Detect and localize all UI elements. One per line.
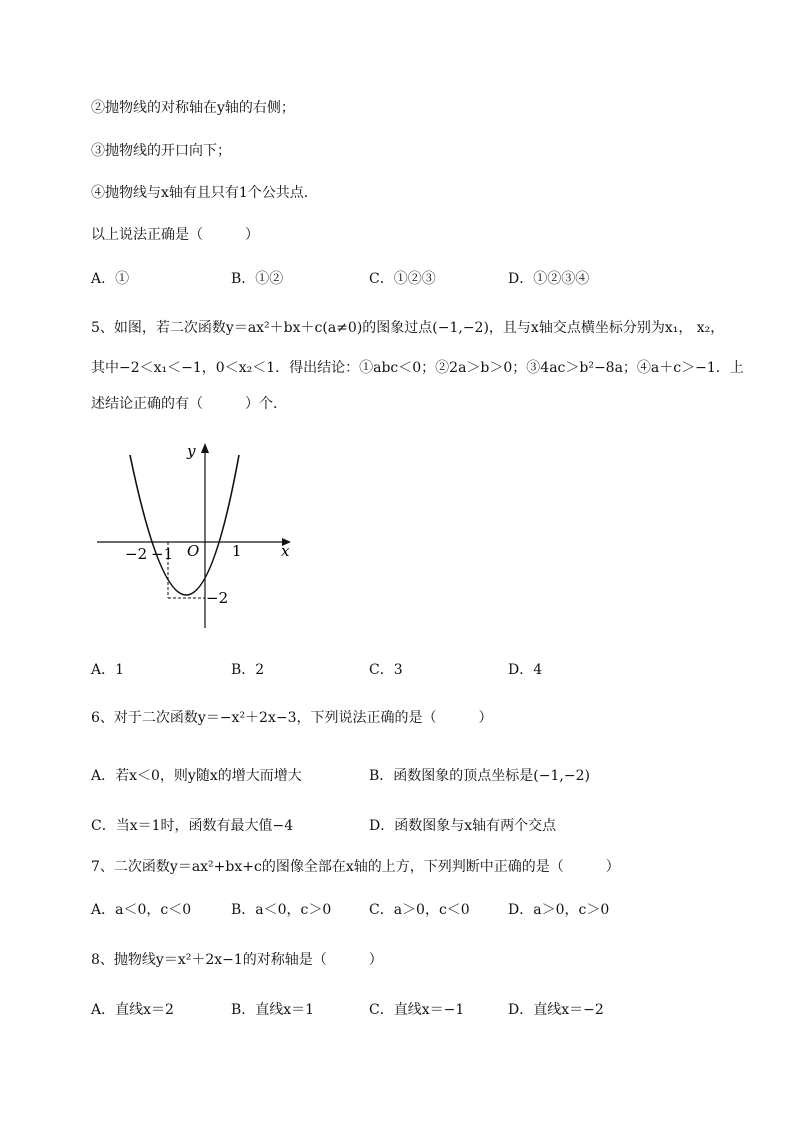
parabola-graph	[91, 435, 301, 635]
option-b[interactable]: B．①②	[231, 271, 284, 287]
option-c[interactable]: C．当x＝1时，函数有最大值−4	[91, 818, 294, 834]
previous-question-options	[91, 270, 771, 288]
q7-options	[91, 901, 771, 919]
option-a[interactable]: A．若x＜0，则y随x的增大而增大	[91, 768, 302, 784]
q8-stem: 8、抛物线y＝x²＋2x−1的对称轴是（ ）	[91, 952, 383, 968]
q5-stem-line-1: 5、如图，若二次函数y＝ax²＋bx＋c(a≠0)的图象过点(−1,−2)，且与x轴交点横坐标分别为x₁， x₂，	[91, 320, 725, 336]
option-a[interactable]: A．直线x＝2	[91, 1002, 174, 1018]
q7-stem: 7、二次函数y＝ax²+bx+c的图像全部在x轴的上方，下列判断中正确的是（ ）	[91, 859, 620, 875]
tick-label-1: 1	[232, 542, 242, 560]
y-axis-label: y	[187, 442, 196, 460]
statement-3: ③抛物线的开口向下；	[91, 143, 231, 159]
option-d[interactable]: D．4	[508, 662, 543, 678]
tick-label-neg1: −1	[151, 545, 174, 563]
x-axis-label: x	[281, 542, 290, 560]
option-c[interactable]: C．①②③	[369, 271, 436, 287]
option-b[interactable]: B．2	[231, 662, 265, 678]
q5-stem-line-2: 其中−2＜x₁＜−1，0＜x₂＜1．得出结论：①abc＜0；②2a＞b＞0；③4ac＞b²−8a；④a＋c＞−1．上	[91, 360, 744, 376]
q5-options	[91, 661, 771, 679]
statement-4: ④抛物线与x轴有且只有1个公共点．	[91, 185, 318, 201]
option-b[interactable]: B．a＜0，c＞0	[231, 902, 332, 918]
q8-options	[91, 1001, 771, 1019]
option-b[interactable]: B．直线x＝1	[231, 1002, 315, 1018]
q6-options-row-1	[91, 767, 771, 785]
q6-stem: 6、对于二次函数y＝−x²＋2x−3，下列说法正确的是（ ）	[91, 710, 493, 726]
option-c[interactable]: C．a＞0，c＜0	[369, 902, 470, 918]
option-a[interactable]: A．①	[91, 271, 130, 287]
y-axis-arrow-icon	[201, 443, 209, 453]
previous-question-prompt: 以上说法正确是（ ）	[91, 227, 259, 243]
q5-stem-line-3: 述结论正确的有（ ）个．	[91, 396, 287, 412]
tick-label-neg2: −2	[125, 545, 148, 563]
option-c[interactable]: C．直线x＝−1	[369, 1002, 465, 1018]
option-b[interactable]: B．函数图象的顶点坐标是(−1,−2)	[369, 768, 590, 784]
parabola-curve	[130, 455, 239, 595]
y-value-label: −2	[206, 589, 229, 607]
q6-options-row-2	[91, 817, 771, 835]
option-a[interactable]: A．1	[91, 662, 125, 678]
statement-2: ②抛物线的对称轴在y轴的右侧；	[91, 100, 295, 116]
option-d[interactable]: D．①②③④	[508, 271, 590, 287]
origin-label: O	[187, 542, 200, 560]
option-c[interactable]: C．3	[369, 662, 403, 678]
option-d[interactable]: D．函数图象与x轴有两个交点	[369, 818, 557, 834]
option-d[interactable]: D．a＞0，c＞0	[508, 902, 610, 918]
option-d[interactable]: D．直线x＝−2	[508, 1002, 604, 1018]
option-a[interactable]: A．a＜0，c＜0	[91, 902, 192, 918]
